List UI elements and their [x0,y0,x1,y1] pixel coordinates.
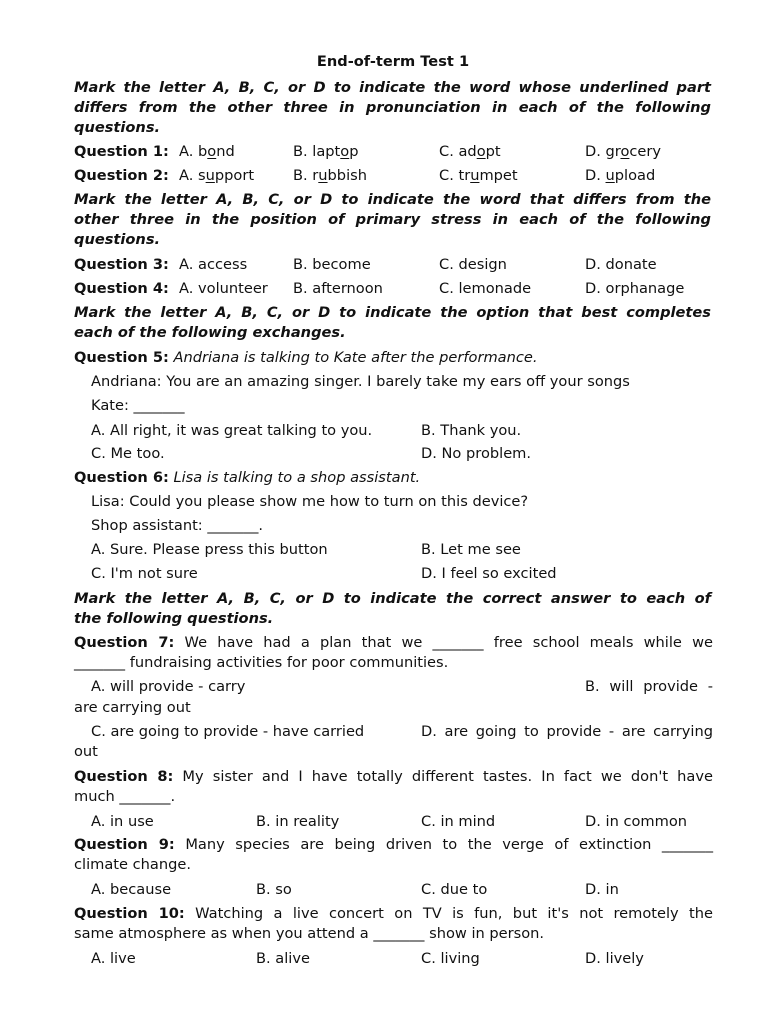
question-7-option-b[interactable]: B. will provide - [585,678,713,695]
question-5-option-d[interactable]: D. No problem. [421,445,532,462]
question-10-option-c[interactable]: C. living [421,950,480,967]
question-6-option-a[interactable]: A. Sure. Please press this button [91,541,328,558]
question-3-option-b[interactable]: B. become [293,256,371,273]
question-10-stem-line-1: Question 10: Watching a live concert on TV is fun, but it's not remotely the [74,905,714,922]
question-5-dialogue-line-1: Andriana: You are an amazing singer. I barely take my ears off your songs [91,373,630,390]
question-5-header: Question 5: Andriana is talking to Kate after the performance. [74,349,538,366]
question-9-stem-line-2: climate change. [74,856,191,873]
section-2-instruction-line-3: questions. [74,231,161,248]
question-5-option-b[interactable]: B. Thank you. [421,422,522,439]
question-6-dialogue-line-1: Lisa: Could you please show me how to turn on this device? [91,493,529,510]
question-6-dialogue-line-2: Shop assistant: _______. [91,517,264,534]
section-2-instruction-line-1: Mark the letter A, B, C, or D to indicate the word that differs from the [74,191,711,208]
section-3-instruction-line-2: each of the following exchanges. [74,324,346,341]
question-8-option-a[interactable]: A. in use [91,813,154,830]
question-6-option-d[interactable]: D. I feel so excited [421,565,557,582]
question-5-option-c[interactable]: C. Me too. [91,445,165,462]
question-7-option-c[interactable]: C. are going to provide - have carried [91,723,365,740]
question-3-option-c[interactable]: C. design [439,256,507,273]
question-5-option-a[interactable]: A. All right, it was great talking to you. [91,422,373,439]
question-2-option-a[interactable]: A. support [179,167,255,184]
question-9-option-d[interactable]: D. in [585,881,619,898]
question-1-option-c[interactable]: C. adopt [439,143,501,160]
question-4-option-d[interactable]: D. orphanage [585,280,685,297]
question-3-label: Question 3: [74,256,169,273]
question-7-stem-line-1: Question 7: We have had a plan that we _______ free school meals while we [74,634,713,651]
section-4-instruction-line-1: Mark the letter A, B, C, or D to indicate the correct answer to each of [74,590,711,607]
question-8-option-d[interactable]: D. in common [585,813,688,830]
question-10-option-b[interactable]: B. alive [256,950,310,967]
question-8-option-c[interactable]: C. in mind [421,813,496,830]
question-4-option-a[interactable]: A. volunteer [179,280,268,297]
question-9-option-b[interactable]: B. so [256,881,292,898]
question-7-option-a[interactable]: A. will provide - carry [91,678,246,695]
section-1-instruction-line-2: differs from the other three in pronunciation in each of the following [74,99,711,116]
question-3-option-a[interactable]: A. access [179,256,248,273]
question-4-label: Question 4: [74,280,169,297]
question-9-stem-line-1: Question 9: Many species are being driven to the verge of extinction _______ [74,836,713,853]
question-6-option-b[interactable]: B. Let me see [421,541,521,558]
question-2-option-b[interactable]: B. rubbish [293,167,367,184]
question-6-header: Question 6: Lisa is talking to a shop assistant. [74,469,421,486]
question-4-option-b[interactable]: B. afternoon [293,280,383,297]
question-7-option-d-continued[interactable]: out [74,743,98,760]
question-6-option-c[interactable]: C. I'm not sure [91,565,198,582]
question-7-option-b-continued[interactable]: are carrying out [74,699,191,716]
section-2-instruction-line-2: other three in the position of primary stress in each of the following [74,211,711,228]
question-8-option-b[interactable]: B. in reality [256,813,340,830]
question-1-label: Question 1: [74,143,169,160]
question-9-option-a[interactable]: A. because [91,881,172,898]
question-7-stem-line-2: _______ fundraising activities for poor communities. [74,654,449,671]
question-5-dialogue-line-2: Kate: _______ [91,397,185,414]
question-7-option-d[interactable]: D. are going to provide - are carrying [421,723,713,740]
question-10-option-a[interactable]: A. live [91,950,136,967]
question-2-option-d[interactable]: D. upload [585,167,656,184]
question-2-label: Question 2: [74,167,169,184]
section-1-instruction-line-1: Mark the letter A, B, C, or D to indicate the word whose underlined part [74,79,711,96]
section-1-instruction-line-3: questions. [74,119,161,136]
question-8-stem-line-1: Question 8: My sister and I have totally different tastes. In fact we don't have [74,768,713,785]
section-4-instruction-line-2: the following questions. [74,610,274,627]
question-1-option-a[interactable]: A. bond [179,143,235,160]
question-1-option-d[interactable]: D. grocery [585,143,662,160]
question-4-option-c[interactable]: C. lemonade [439,280,532,297]
question-10-option-d[interactable]: D. lively [585,950,644,967]
question-1-option-b[interactable]: B. laptop [293,143,359,160]
question-8-stem-line-2: much _______. [74,788,176,805]
section-3-instruction-line-1: Mark the letter A, B, C, or D to indicate the option that best completes [74,304,711,321]
question-9-option-c[interactable]: C. due to [421,881,488,898]
question-3-option-d[interactable]: D. donate [585,256,657,273]
question-10-stem-line-2: same atmosphere as when you attend a _______ show in person. [74,925,545,942]
question-2-option-c[interactable]: C. trumpet [439,167,518,184]
page-title: End-of-term Test 1 [316,53,470,70]
